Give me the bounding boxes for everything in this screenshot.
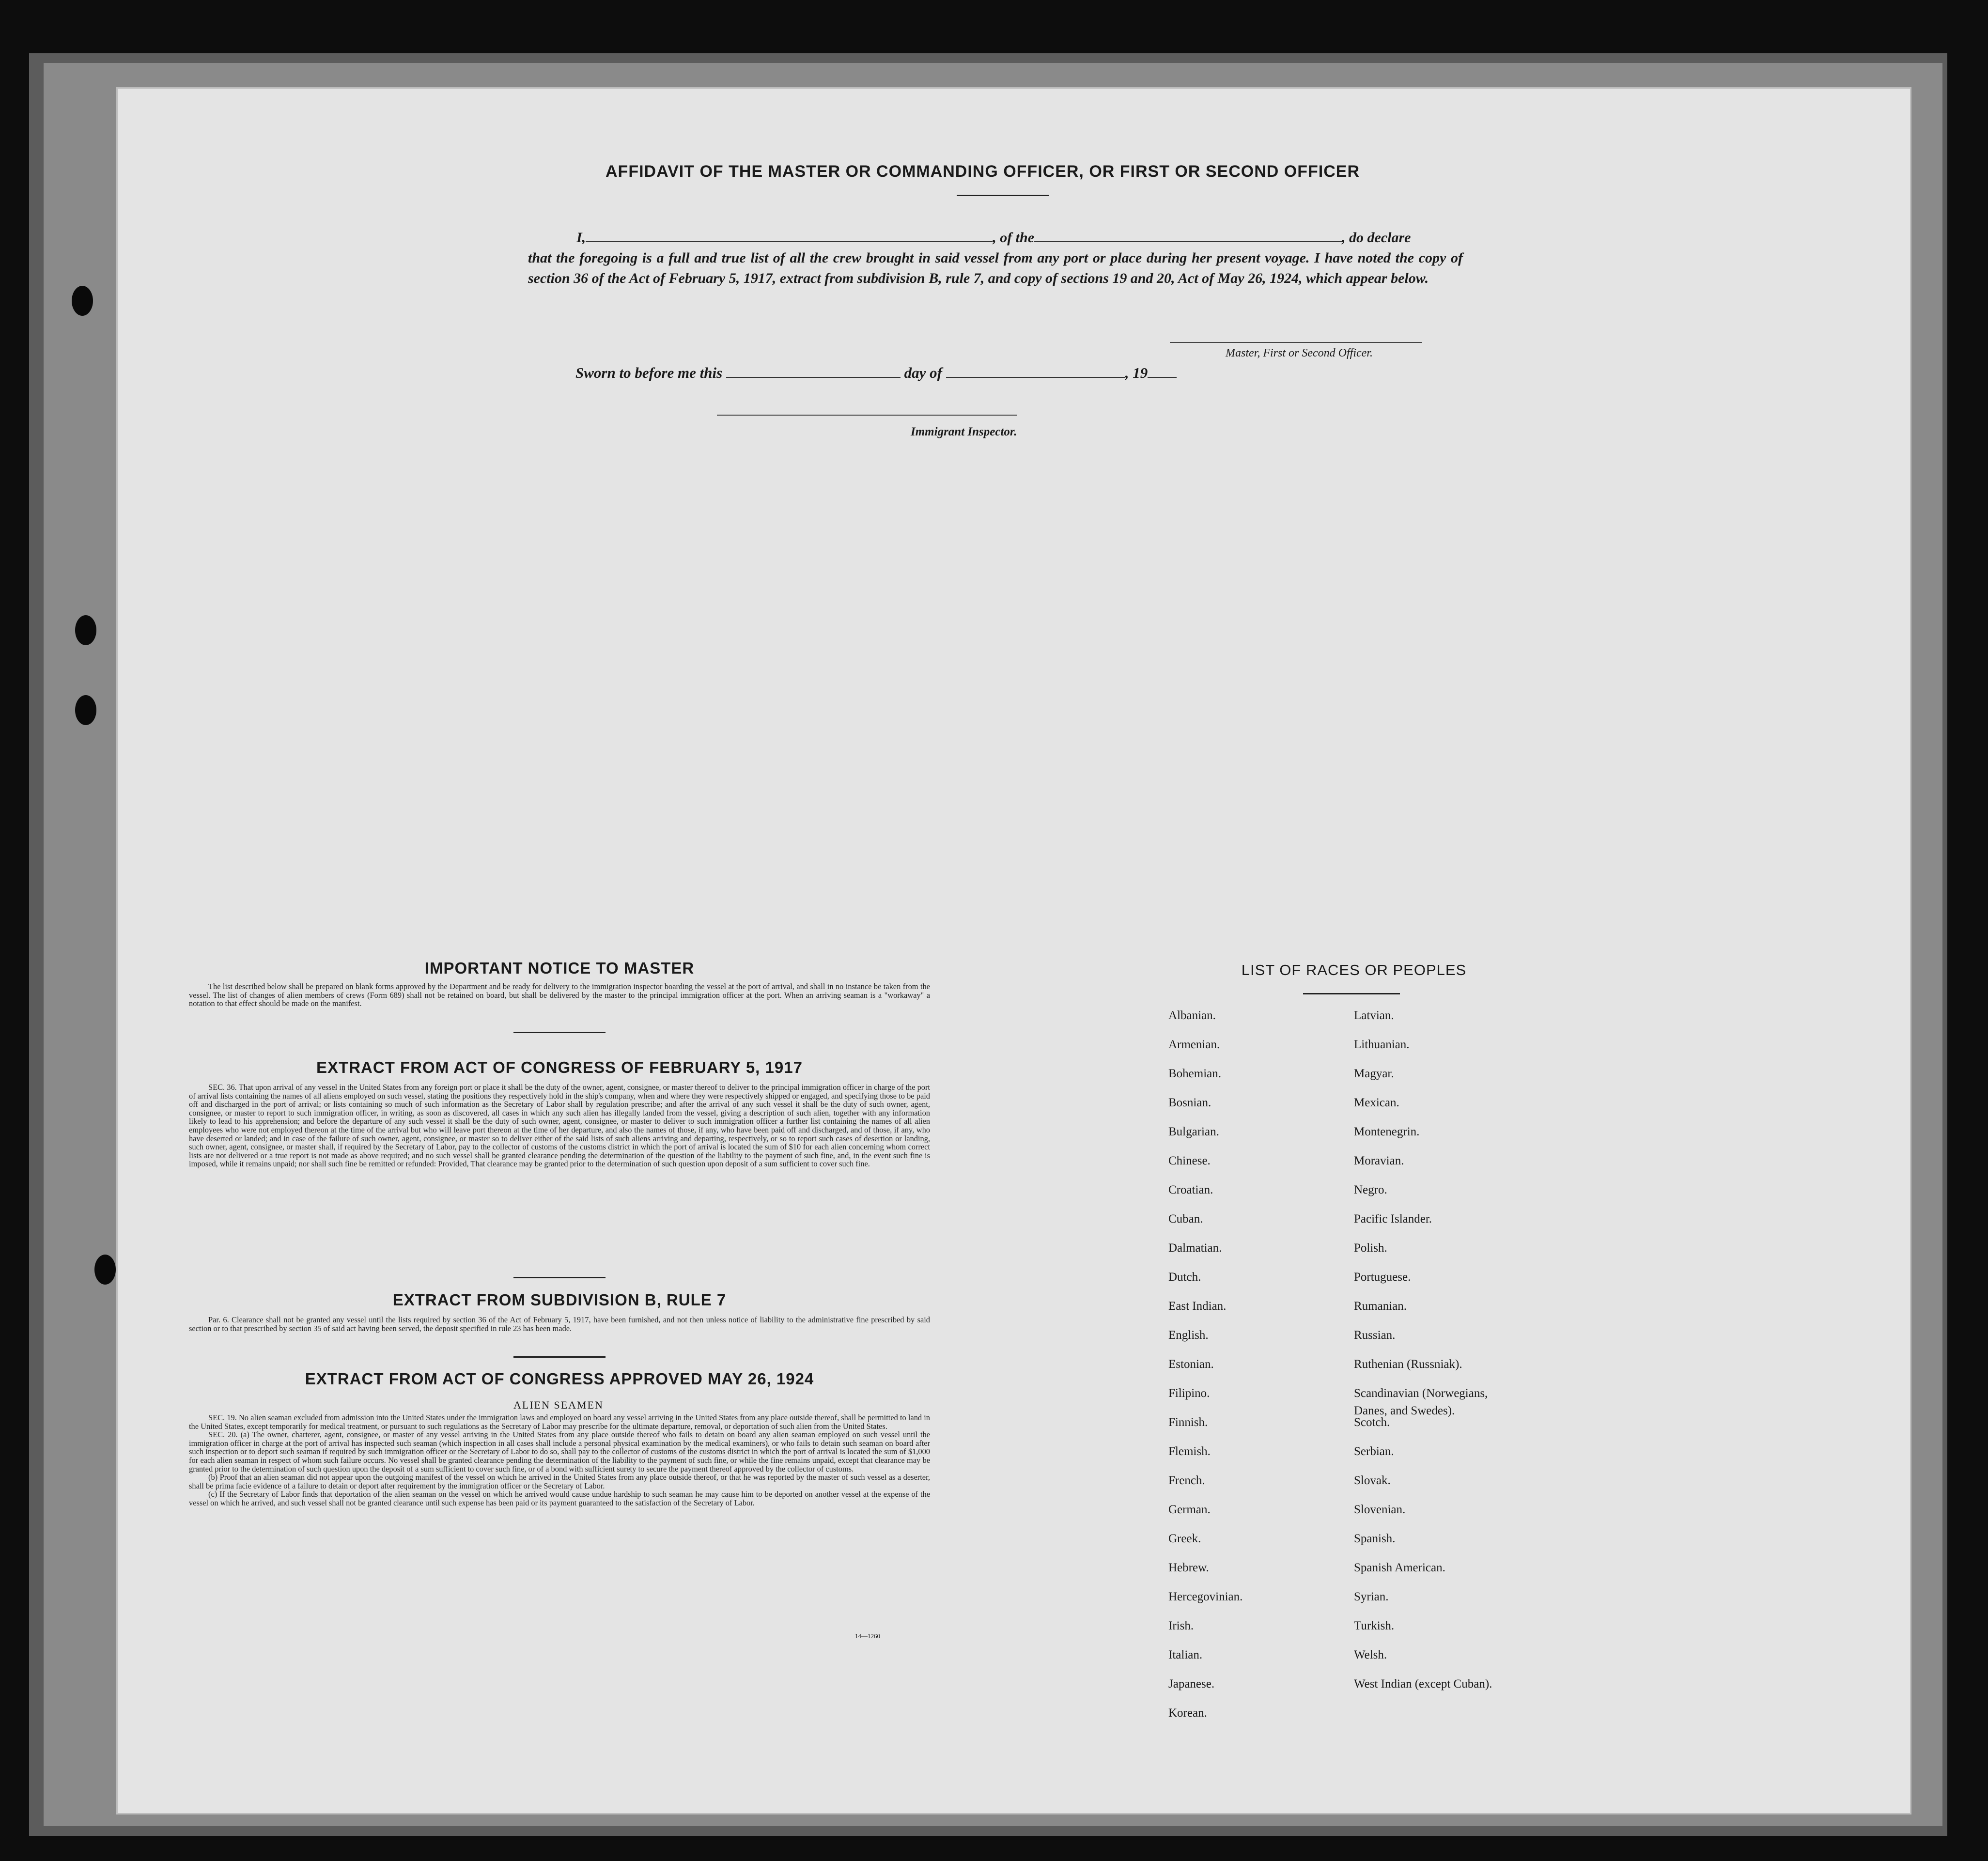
sworn-prefix: Sworn to before me this bbox=[575, 364, 723, 381]
race-item: Moravian. bbox=[1354, 1154, 1404, 1167]
race-item: Hercegovinian. bbox=[1168, 1590, 1243, 1603]
race-item: Finnish. bbox=[1168, 1416, 1208, 1429]
rule-7-rule bbox=[513, 1356, 606, 1358]
notice-heading: IMPORTANT NOTICE TO MASTER bbox=[424, 959, 695, 977]
rule-7-text bbox=[189, 1316, 930, 1333]
affidavit-title: AFFIDAVIT OF THE MASTER OR COMMANDING OFFICER, OR FIRST OR SECOND OFFICER bbox=[606, 162, 1360, 181]
year-blank bbox=[1148, 377, 1177, 378]
race-item: East Indian. bbox=[1168, 1300, 1227, 1313]
race-item: Lithuanian. bbox=[1354, 1038, 1410, 1051]
race-item: Dutch. bbox=[1168, 1271, 1201, 1284]
day-of-label: day of bbox=[904, 364, 942, 381]
section-20b-paragraph: (b) Proof that an alien seaman did not appear upon the outgoing manifest of the vessel on which he arrived in the United States from any place outside thereof, or that he was reported by the master of such vessel as a deserter, shall be prima facie evidence of a failure to detain or deport after requirement by the immigration officer or the Secretary of Labor. bbox=[189, 1473, 930, 1490]
race-item: Welsh. bbox=[1354, 1648, 1387, 1661]
month-blank bbox=[946, 377, 1125, 378]
year-prefix: , 19 bbox=[1125, 364, 1148, 381]
race-item: Bosnian. bbox=[1168, 1096, 1211, 1109]
signature-line bbox=[1170, 342, 1422, 343]
of-the-label: , of the bbox=[993, 230, 1035, 246]
i-label: I, bbox=[576, 230, 586, 246]
race-item: Turkish. bbox=[1354, 1619, 1395, 1632]
form-page bbox=[116, 87, 1911, 1814]
extract-1924-heading: EXTRACT FROM ACT OF CONGRESS APPROVED MAY 26, 1924 bbox=[305, 1370, 814, 1388]
rule-7-heading: EXTRACT FROM SUBDIVISION B, RULE 7 bbox=[392, 1291, 727, 1309]
race-item: Armenian. bbox=[1168, 1038, 1220, 1051]
day-blank bbox=[726, 377, 901, 378]
race-item: Greek. bbox=[1168, 1532, 1201, 1545]
race-item: Slovenian. bbox=[1354, 1503, 1406, 1516]
race-item: Dalmatian. bbox=[1168, 1241, 1222, 1255]
race-item: French. bbox=[1168, 1474, 1205, 1487]
paragraph-6: Par. 6. Clearance shall not be granted any vessel until the lists required by section 36 of the Act of February 5, 1917, have been furnished, and not then unless notice of liability to the administrative fine prescribed by said section or to that prescribed by section 35 of said act having been served, the deposit specified in rule 23 has been made. bbox=[189, 1315, 930, 1333]
extract-1917-text bbox=[189, 1083, 930, 1168]
race-item: Cuban. bbox=[1168, 1212, 1203, 1225]
punch-hole bbox=[72, 286, 93, 316]
extract-1917-rule bbox=[513, 1277, 606, 1278]
name-blank bbox=[586, 241, 993, 242]
race-item: Scotch. bbox=[1354, 1416, 1390, 1429]
inspector-signature-line bbox=[717, 415, 1017, 416]
race-item: English. bbox=[1168, 1329, 1209, 1342]
race-item: Rumanian. bbox=[1354, 1300, 1407, 1313]
section-36-paragraph: SEC. 36. That upon arrival of any vessel in the United States from any foreign port or place it shall be the duty of the owner, agent, consignee, or master thereof to deliver to the principal immigration officer in charge of the port of arrival lists containing the names of all aliens employed on such vessel, stating the positions they respectively hold in the ship's company, when and where they were respectively shipped or engaged, and specifying those to be paid off and discharged in the port of arrival; or lists containing so much of such information as the Secretary of Labor shall by regulation prescribe; and after the arrival of any such vessel it shall be the duty of such owner, agent, consignee, or master to report to such immigration officer, in writing, as soon as discovered, all cases in which any such alien has illegally landed from the vessel, giving a description of such alien, together with any information likely to lead to his apprehension; and before the departure of any such vessel it shall be the duty of such owner, agent, consignee, or master to deliver to such immigration officer a further list containing the names of all alien employees who were not employed thereon at the time of the arrival but who will leave port thereon at the time of her departure, and also the names of those, if any, who have been paid off and discharged, and of those, if any, who have deserted or landed; and in case of the failure of such owner, agent, consignee, or master so to deliver either of the said lists of such aliens arriving and departing, respectively, or so to report such cases of desertion or landing, such owner, agent, consignee, or master shall, if required by the Secretary of Labor, pay to the collector of customs of the customs district in which the port of arrival is located the sum of $10 for each alien concerning whom correct lists are not delivered or a true report is not made as above required; and no such vessel shall be granted clearance pending the determination of the question of the liability to the payment of such fine, and, in the event such fine is imposed, while it remains unpaid; nor shall such fine be remitted or refunded: Provided, That clearance may be granted prior to the determination of such question upon deposit of a sum sufficient to cover such fine. bbox=[189, 1083, 930, 1169]
race-item: Serbian. bbox=[1354, 1445, 1394, 1458]
race-item: Montenegrin. bbox=[1354, 1125, 1420, 1138]
title-rule bbox=[957, 195, 1049, 196]
notice-paragraph: The list described below shall be prepared on blank forms approved by the Department and be ready for delivery to the immigration inspector boarding the vessel at the port of arrival, and shall in no instance be taken from the vessel. The list of changes of alien members of crews (Form 689) shall not be retained on board, but shall be delivered by the master to the principal immigration officer at the port. When an arriving seaman is a "workaway" a notation to that effect should be made on the manifest. bbox=[189, 982, 930, 1008]
race-item: Mexican. bbox=[1354, 1096, 1399, 1109]
race-item: Scandinavian (Norwegians, bbox=[1354, 1387, 1488, 1400]
section-20a-paragraph: SEC. 20. (a) The owner, charterer, agent, consignee, or master of any vessel arriving in the United States from any place outside thereof who fails to detain on board any alien seaman employed on such vessel until the immigration officer in charge at the port of arrival has inspected such seaman (which inspection in all cases shall include a personal physical examination by the medical examiners), or who fails to detain such seaman on board after such inspection or to deport such seaman if required by such immigration officer or the Secretary of Labor to do so, shall pay to the collector of customs of the customs district in which the port of arrival is located the sum of $1,000 for each alien seaman in respect of whom such failure occurs. No vessel shall be granted clearance pending the determination of the liability to the payment of such fine, or while the fine remains unpaid, except that clearance may be granted prior to the determination of such question upon the deposit of a sum sufficient to cover such fine, or of a bond with sufficient surety to secure the payment thereof approved by the collector of customs. bbox=[189, 1430, 930, 1473]
race-item: Hebrew. bbox=[1168, 1561, 1209, 1574]
affidavit-first-line bbox=[576, 228, 1463, 248]
race-item: Korean. bbox=[1168, 1706, 1207, 1720]
race-item: Danes, and Swedes). bbox=[1354, 1404, 1455, 1417]
alien-seamen-subheading: ALIEN SEAMEN bbox=[513, 1399, 604, 1411]
race-item: Bulgarian. bbox=[1168, 1125, 1219, 1138]
notice-text bbox=[189, 982, 930, 1008]
race-item: Spanish American. bbox=[1354, 1561, 1445, 1574]
section-20c-paragraph: (c) If the Secretary of Labor finds that deportation of the alien seaman on the vessel on which he arrived would cause undue hardship to such seaman he may cause him to be deported on another vessel at the expense of the vessel on which he arrived, and such vessel shall not be granted clearance until such expense has been paid or its payment guaranteed to the satisfaction of the Secretary of Labor. bbox=[189, 1489, 930, 1507]
affidavit-statement: that the foregoing is a full and true list of all the crew brought in said vessel from any port or place during her present voyage. I have noted the copy of section 36 of the Act of February 5, 1917, extract from subdivision B, rule 7, and copy of sections 19 and 20, Act of May 26, 1924, which appear below. bbox=[528, 250, 1463, 286]
form-number: 14—1260 bbox=[855, 1632, 880, 1640]
race-item: Chinese. bbox=[1168, 1154, 1211, 1167]
section-19-paragraph: SEC. 19. No alien seaman excluded from admission into the United States under the immigration laws and employed on board any vessel arriving in the United States from any place outside thereof, shall be permitted to land in the United States, except temporarily for medical treatment, or pursuant to such regulations as the Secretary of Labor may prescribe for the ultimate departure, removal, or deportation of such alien from the United States. bbox=[189, 1413, 930, 1431]
punch-hole bbox=[75, 615, 96, 645]
race-item: Italian. bbox=[1168, 1648, 1203, 1661]
signature-label: Master, First or Second Officer. bbox=[1226, 347, 1373, 359]
race-item: Russian. bbox=[1354, 1329, 1396, 1342]
affidavit-body bbox=[528, 228, 1463, 289]
race-item: Bohemian. bbox=[1168, 1067, 1222, 1080]
race-item: Negro. bbox=[1354, 1183, 1387, 1196]
do-declare-label: , do declare bbox=[1342, 230, 1411, 246]
race-item: Syrian. bbox=[1354, 1590, 1389, 1603]
race-item: West Indian (except Cuban). bbox=[1354, 1677, 1492, 1690]
race-item: Albanian. bbox=[1168, 1009, 1216, 1022]
race-item: Pacific Islander. bbox=[1354, 1212, 1432, 1225]
vessel-blank bbox=[1034, 241, 1342, 242]
race-item: Filipino. bbox=[1168, 1387, 1210, 1400]
race-item: Ruthenian (Russniak). bbox=[1354, 1358, 1462, 1371]
race-item: Estonian. bbox=[1168, 1358, 1214, 1371]
race-item: Polish. bbox=[1354, 1241, 1387, 1255]
inspector-label: Immigrant Inspector. bbox=[911, 425, 1017, 438]
race-item: Irish. bbox=[1168, 1619, 1194, 1632]
race-item: German. bbox=[1168, 1503, 1211, 1516]
punch-hole bbox=[75, 695, 96, 725]
race-item: Portuguese. bbox=[1354, 1271, 1411, 1284]
punch-hole bbox=[94, 1255, 116, 1285]
races-rule bbox=[1303, 993, 1400, 994]
notice-rule bbox=[513, 1032, 606, 1033]
extract-1924-text bbox=[189, 1413, 930, 1507]
races-heading: LIST OF RACES OR PEOPLES bbox=[1241, 962, 1467, 978]
extract-1917-heading: EXTRACT FROM ACT OF CONGRESS OF FEBRUARY 5, 1917 bbox=[316, 1058, 803, 1076]
race-item: Slovak. bbox=[1354, 1474, 1391, 1487]
race-item: Magyar. bbox=[1354, 1067, 1394, 1080]
sworn-line bbox=[575, 364, 1177, 382]
race-item: Spanish. bbox=[1354, 1532, 1396, 1545]
race-item: Croatian. bbox=[1168, 1183, 1213, 1196]
race-item: Latvian. bbox=[1354, 1009, 1394, 1022]
race-item: Japanese. bbox=[1168, 1677, 1215, 1690]
race-item: Flemish. bbox=[1168, 1445, 1211, 1458]
